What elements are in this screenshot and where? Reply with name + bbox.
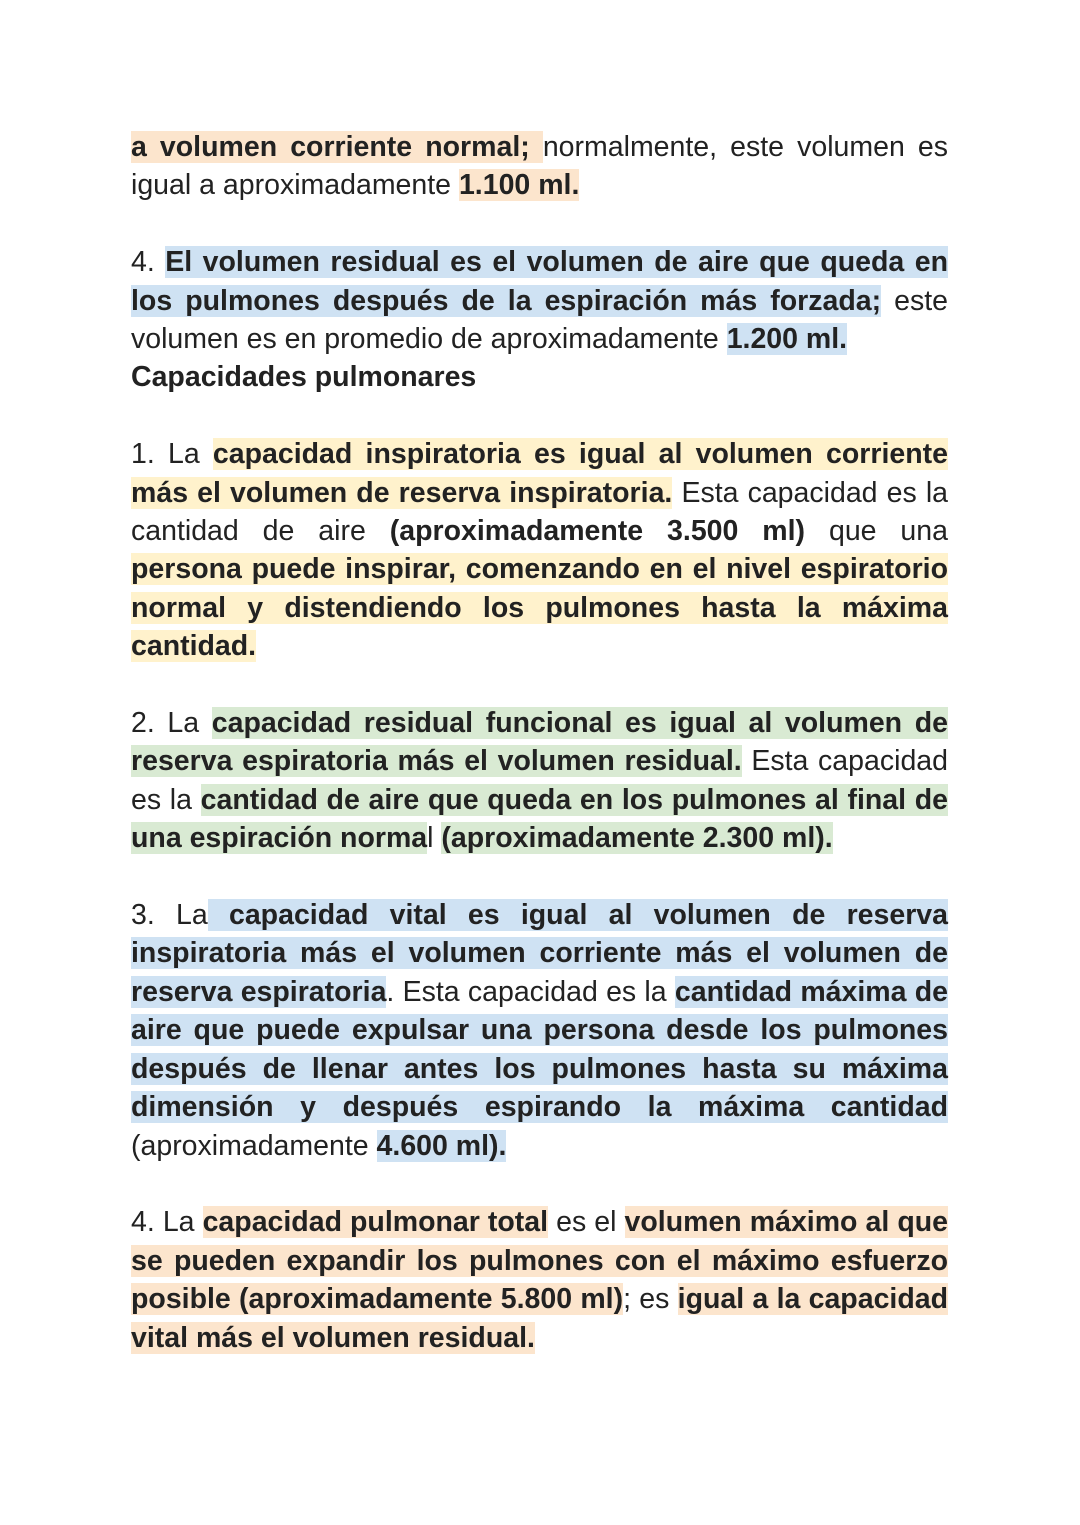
highlight-value-1100: 1.100 ml.: [458, 169, 580, 202]
highlight-volumen-maximo: volumen máximo al que se pueden expandir los pulmones con el máximo esfuerzo posible (aproximadamente 5.800 ml): [131, 1206, 948, 1316]
highlight-volumen-corriente: a volumen corriente normal;: [131, 131, 543, 163]
item-number: 3. La: [131, 899, 208, 932]
item-text: . Esta capacidad es la: [386, 975, 675, 1008]
item-text: que una: [805, 515, 948, 548]
capacity-item-2: [131, 704, 948, 858]
highlight-capacidad-inspiratoria: capacidad inspiratoria es igual al volumen corriente más el volumen de reserva inspiratoria.: [131, 438, 948, 509]
document-page: [131, 128, 948, 1395]
highlight-cantidad-aire: cantidad de aire que queda en los pulmones al final de una espiración norma: [131, 783, 948, 855]
highlight-igual-capacidad-vital: igual a la capacidad vital más el volumen residual.: [131, 1283, 949, 1354]
capacity-item-1: [131, 435, 948, 665]
item-text: es el: [548, 1206, 625, 1239]
highlight-persona-inspirar: persona puede inspirar, comenzando en el nivel espiratorio normal y distendiendo los pulmones hasta la máxima cantidad.: [131, 553, 948, 663]
bold-value-3500: (aproximadamente 3.500 ml): [389, 515, 806, 548]
intro-text: normalmente, este volumen es igual a aproximadamente: [131, 131, 948, 202]
intro-paragraph: [131, 128, 948, 205]
item-text: este volumen es en promedio de aproximadamente: [131, 284, 948, 356]
highlight-cantidad-maxima: cantidad máxima de aire que puede expulsar una persona desde los pulmones después de llenar antes los pulmones hasta su máxima dimensión y después espirando la máxima cantidad: [131, 975, 948, 1124]
section-heading-capacidades: Capacidades pulmonares: [131, 361, 477, 394]
item-number: 2. La: [131, 707, 212, 740]
item-text: Esta capacidad es la: [131, 745, 948, 816]
capacity-item-4: [131, 1203, 948, 1357]
item-text: (aproximadamente: [131, 1129, 377, 1162]
item-text: Esta capacidad es la cantidad de aire: [131, 476, 949, 548]
item-number: 4.: [131, 246, 166, 279]
capacity-item-3: [131, 896, 948, 1165]
item-number: 4. La: [131, 1206, 203, 1239]
highlight-capacidad-pulmonar-total: capacidad pulmonar total: [202, 1206, 549, 1239]
highlight-volumen-residual: El volumen residual es el volumen de aire que queda en los pulmones después de la espiración más forzada;: [131, 246, 949, 317]
highlight-value-1200: 1.200 ml.: [726, 323, 848, 356]
highlight-value-4600: 4.600 ml).: [376, 1129, 507, 1162]
item-text: l: [427, 822, 442, 855]
volume-item-4: [131, 243, 948, 358]
highlight-capacidad-vital: capacidad vital es igual al volumen de reserva inspiratoria más el volumen corriente más el volumen de reserva espiratoria: [131, 899, 949, 1008]
highlight-capacidad-residual-funcional: capacidad residual funcional es igual al volumen de reserva espiratoria más el volumen residual.: [131, 707, 948, 778]
item-text: ; es: [623, 1283, 678, 1316]
item-number: 1. La: [131, 438, 213, 471]
highlight-value-2300: (aproximadamente 2.300 ml).: [441, 822, 833, 855]
